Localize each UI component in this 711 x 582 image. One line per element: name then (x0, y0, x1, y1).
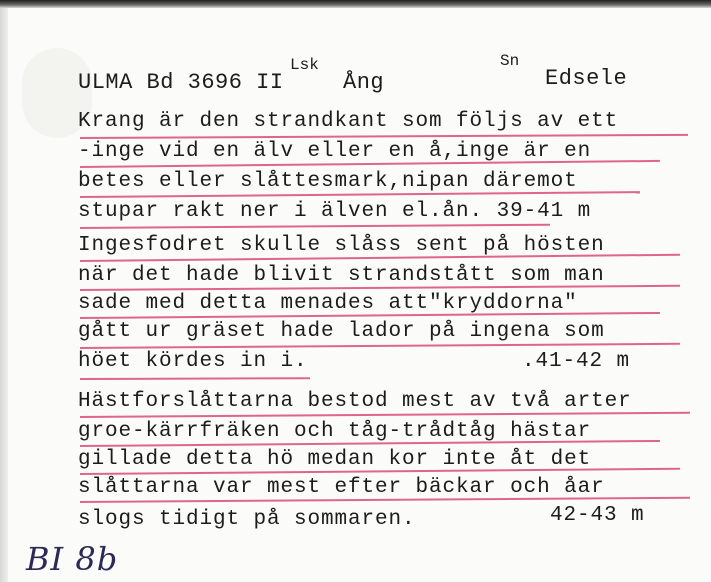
paragraph-1-line-2: -inge vid en älv eller en å,inge är en (78, 140, 592, 163)
parish-label: Sn (500, 52, 520, 70)
paragraph-2-line-1: Ingesfodret skulle slåss sent på hösten (78, 234, 605, 257)
paragraph-3-line-1: Hästforslåttarna bestod mest av två arter (78, 390, 632, 413)
paragraph-2-line-3: sade med detta menades att"kryddorna" (78, 292, 578, 315)
paragraph-2-page-ref: .41-42 m (522, 350, 631, 373)
paragraph-3-page-ref: 42-43 m (550, 504, 645, 527)
paragraph-2-line-4: gått ur gräset hade lador på ingena som (78, 320, 605, 343)
parish-name: Edsele (545, 66, 628, 91)
scan-left-edge (0, 8, 8, 582)
paragraph-3-line-4: slåttarna var mest efter bäckar och åar (78, 476, 605, 499)
paragraph-1-line-3: betes eller slåttesmark,nipan däremot (78, 170, 578, 193)
paragraph-2-line-5: höet kördes in i. (78, 350, 308, 373)
paragraph-2-line-2: när det hade blivit strandstått som man (78, 264, 605, 287)
paragraph-1-line-4: stupar rakt ner i älven el.ån. 39-41 m (78, 200, 592, 223)
place-name: Ång (343, 70, 385, 95)
paragraph-3-line-2: groe-kärrfräken och tåg-trådtåg hästar (78, 420, 592, 443)
paragraph-1-line-1: Krang är den strandkant som följs av ett (78, 110, 619, 133)
paragraph-3-line-3: gillade detta hö medan kor inte åt det (78, 448, 592, 471)
archive-reference: ULMA Bd 3696 II (78, 70, 284, 95)
scan-top-border (0, 0, 711, 8)
paragraph-3-line-5: slogs tidigt på sommaren. (78, 508, 416, 531)
handwritten-catalog-mark: BI 8b (26, 540, 119, 578)
archive-superscript: Lsk (290, 56, 319, 74)
